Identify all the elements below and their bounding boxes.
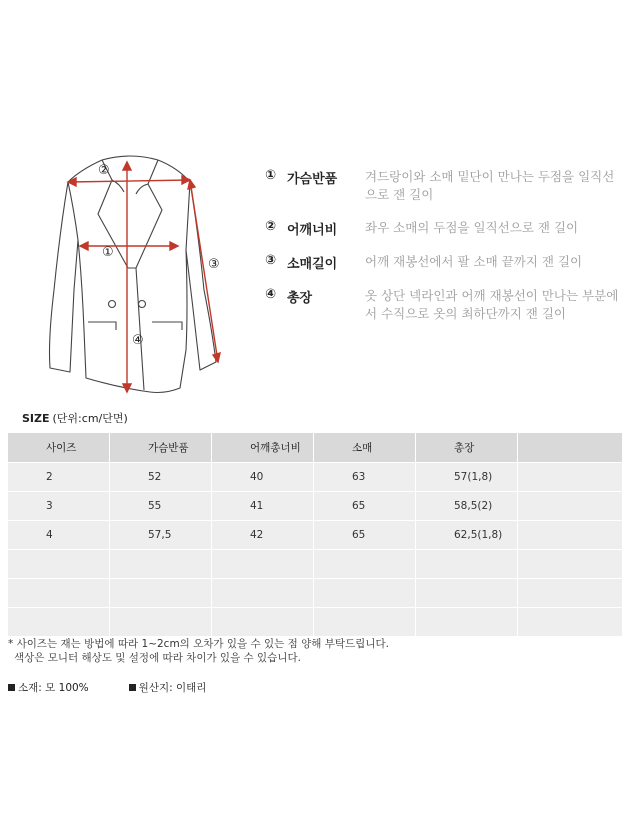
legend-item-sleeve bbox=[265, 253, 625, 272]
size-unit: (단위:cm/단면) bbox=[52, 412, 128, 425]
table-cell: 2 bbox=[8, 463, 110, 492]
table-cell bbox=[518, 463, 623, 492]
legend-num: ① bbox=[265, 168, 277, 183]
table-cell: 57,5 bbox=[110, 521, 212, 550]
measurement-legend bbox=[265, 168, 625, 338]
label-4: ④ bbox=[132, 333, 144, 348]
legend-desc: 어깨 재봉선에서 팔 소매 끝까지 잰 길이 bbox=[365, 254, 583, 269]
table-cell bbox=[8, 608, 110, 637]
table-cell bbox=[212, 608, 314, 637]
table-cell bbox=[518, 550, 623, 579]
note-line-2: 색상은 모니터 해상도 및 설정에 따라 차이가 있을 수 있습니다. bbox=[14, 652, 301, 664]
header-sleeve: 소매 bbox=[314, 433, 416, 463]
table-cell bbox=[8, 550, 110, 579]
table-cell: 55 bbox=[110, 492, 212, 521]
table-cell bbox=[416, 608, 518, 637]
header-empty bbox=[518, 433, 623, 463]
square-bullet-icon bbox=[129, 684, 136, 691]
table-cell bbox=[110, 579, 212, 608]
legend-item-chest bbox=[265, 168, 625, 204]
header-chest: 가슴반품 bbox=[110, 433, 212, 463]
table-cell: 62,5(1,8) bbox=[416, 521, 518, 550]
button-right bbox=[139, 301, 146, 308]
table-cell bbox=[212, 550, 314, 579]
size-label: SIZE bbox=[22, 412, 50, 425]
label-1: ① bbox=[102, 245, 114, 260]
table-cell bbox=[518, 579, 623, 608]
table-cell bbox=[110, 550, 212, 579]
jacket-diagram bbox=[40, 140, 240, 405]
legend-term: 어깨너비 bbox=[287, 223, 338, 238]
table-cell bbox=[314, 550, 416, 579]
table-cell bbox=[212, 579, 314, 608]
table-cell: 65 bbox=[314, 521, 416, 550]
table-cell: 40 bbox=[212, 463, 314, 492]
legend-term: 소매길이 bbox=[287, 257, 338, 272]
table-cell bbox=[8, 579, 110, 608]
table-row bbox=[8, 579, 623, 608]
legend-item-shoulder bbox=[265, 219, 625, 238]
table-cell: 65 bbox=[314, 492, 416, 521]
legend-term: 가슴반품 bbox=[287, 172, 338, 187]
table-cell: 58,5(2) bbox=[416, 492, 518, 521]
origin-info bbox=[129, 680, 207, 695]
table-cell: 4 bbox=[8, 521, 110, 550]
legend-num: ④ bbox=[265, 287, 277, 302]
legend-desc: 겨드랑이와 소매 밑단이 만나는 두점을 일직선으로 잰 길이 bbox=[365, 169, 615, 202]
table-cell bbox=[416, 550, 518, 579]
label-3: ③ bbox=[208, 257, 220, 272]
header-length: 총장 bbox=[416, 433, 518, 463]
header-size: 사이즈 bbox=[8, 433, 110, 463]
table-cell: 41 bbox=[212, 492, 314, 521]
legend-desc: 옷 상단 넥라인과 어깨 재봉선이 만나는 부분에서 수직으로 옷의 최하단까지 잰 길이 bbox=[365, 288, 619, 321]
button-left bbox=[109, 301, 116, 308]
material-info bbox=[8, 680, 246, 695]
header-shoulder: 어깨총너비 bbox=[212, 433, 314, 463]
table-cell: 63 bbox=[314, 463, 416, 492]
legend-num: ③ bbox=[265, 253, 277, 268]
table-row bbox=[8, 550, 623, 579]
size-note bbox=[8, 637, 389, 665]
table-cell bbox=[314, 608, 416, 637]
table-cell: 42 bbox=[212, 521, 314, 550]
legend-desc: 좌우 소매의 두점을 일직선으로 잰 길이 bbox=[365, 220, 579, 235]
origin-label: 원산지: 이태리 bbox=[138, 682, 207, 694]
table-cell: 3 bbox=[8, 492, 110, 521]
table-cell: 57(1,8) bbox=[416, 463, 518, 492]
square-bullet-icon bbox=[8, 684, 15, 691]
table-header-row bbox=[8, 433, 623, 463]
table-cell bbox=[416, 579, 518, 608]
table-row bbox=[8, 608, 623, 637]
label-2: ② bbox=[98, 163, 110, 178]
note-line-1: * 사이즈는 재는 방법에 따라 1~2cm의 오차가 있을 수 있는 점 양해 부탁드립니다. bbox=[8, 638, 389, 650]
jacket-illustration bbox=[40, 140, 240, 405]
fabric-label: 소재: 모 100% bbox=[18, 682, 89, 694]
table-cell bbox=[110, 608, 212, 637]
table-cell bbox=[518, 608, 623, 637]
fabric-info bbox=[8, 680, 89, 695]
table-row bbox=[8, 492, 623, 521]
legend-item-length bbox=[265, 287, 625, 323]
table-row bbox=[8, 521, 623, 550]
size-table bbox=[7, 432, 623, 637]
size-table-title bbox=[22, 410, 128, 426]
table-row bbox=[8, 463, 623, 492]
table-cell bbox=[518, 492, 623, 521]
legend-num: ② bbox=[265, 219, 277, 234]
table-cell bbox=[314, 579, 416, 608]
table-cell bbox=[518, 521, 623, 550]
shoulder-arrow bbox=[68, 180, 190, 182]
table-cell: 52 bbox=[110, 463, 212, 492]
legend-term: 총장 bbox=[287, 291, 313, 306]
